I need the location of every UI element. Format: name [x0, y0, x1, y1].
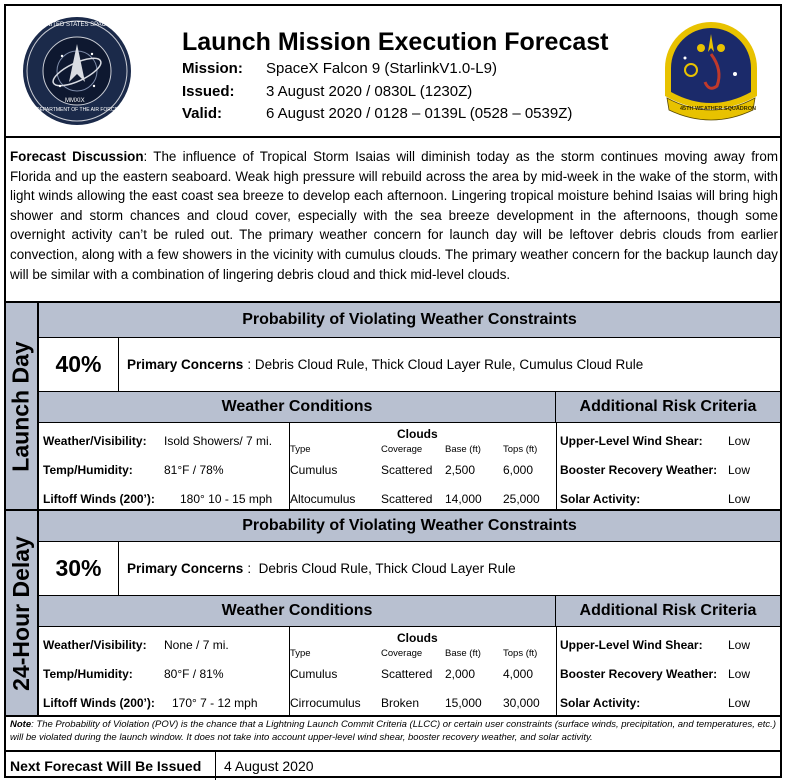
col-base: Base (ft) [445, 648, 481, 659]
wind-shear-label: Upper-Level Wind Shear: [560, 434, 703, 448]
weather-conditions-header: Weather Conditions [39, 596, 556, 627]
issued-value: 3 August 2020 / 0830L (1230Z) [266, 83, 473, 100]
cloud-type: Cumulus [290, 463, 338, 477]
weather-visibility-label: Weather/Visibility: [43, 638, 147, 652]
seal-left-text-bottom: DEPARTMENT OF THE AIR FORCE [36, 107, 118, 113]
next-forecast-date: 4 August 2020 [224, 758, 314, 774]
col-base: Base (ft) [445, 444, 481, 455]
col-coverage: Coverage [381, 444, 423, 455]
primary-concerns-label: Primary Concerns [127, 357, 244, 372]
cloud-coverage: Scattered [381, 667, 433, 681]
booster-recovery-label: Booster Recovery Weather: [560, 667, 718, 681]
cloud-coverage: Scattered [381, 463, 433, 477]
weather-visibility-value: Isold Showers/ 7 mi. [164, 434, 273, 448]
liftoff-winds-value: 180° 10 - 15 mph [180, 492, 273, 506]
col-tops: Tops (ft) [503, 444, 538, 455]
col-coverage: Coverage [381, 648, 423, 659]
pov-note [10, 718, 780, 744]
cloud-coverage: Scattered [381, 492, 433, 506]
cloud-base: 2,500 [445, 463, 476, 477]
divider [556, 423, 557, 509]
solar-activity-value: Low [728, 696, 751, 710]
issued-row [182, 83, 472, 100]
primary-concerns-label: Primary Concerns [127, 561, 244, 576]
seal-left-text-top: UNITED STATES SPACE FORCE [42, 22, 133, 28]
squadron-banner-text: 45TH WEATHER SQUADRON [680, 106, 756, 112]
cloud-tops: 4,000 [503, 667, 534, 681]
cloud-base: 2,000 [445, 667, 476, 681]
solar-activity-label: Solar Activity: [560, 492, 641, 506]
next-forecast-label: Next Forecast Will Be Issued [10, 758, 202, 774]
pov-percent: 30% [39, 542, 119, 595]
temp-humidity-value: 80°F / 81% [164, 667, 224, 681]
cloud-type: Cirrocumulus [290, 696, 361, 710]
temp-humidity-label: Temp/Humidity: [43, 463, 133, 477]
divider [6, 715, 780, 717]
divider [215, 752, 216, 780]
cloud-tops: 30,000 [503, 696, 540, 710]
next-forecast-row [6, 750, 780, 778]
delay-section [6, 511, 780, 715]
liftoff-winds-value: 170° 7 - 12 mph [172, 696, 258, 710]
wind-shear-value: Low [728, 434, 751, 448]
weather-conditions-header: Weather Conditions [39, 392, 556, 423]
solar-activity-label: Solar Activity: [560, 696, 641, 710]
launch-day-side-label: Launch Day [6, 303, 39, 509]
cloud-coverage: Broken [381, 696, 420, 710]
forecast-document [4, 4, 782, 778]
mission-value: SpaceX Falcon 9 (StarlinkV1.0-L9) [266, 60, 497, 77]
weather-visibility-value: None / 7 mi. [164, 638, 229, 652]
cloud-type: Altocumulus [290, 492, 356, 506]
liftoff-winds-label: Liftoff Winds (200’): [43, 696, 155, 710]
weather-squadron-patch-icon [661, 18, 761, 130]
clouds-header: Clouds [397, 631, 438, 645]
clouds-header: Clouds [397, 427, 438, 441]
col-type: Type [290, 648, 311, 659]
launch-day-section [6, 303, 780, 509]
additional-risk-header: Additional Risk Criteria [556, 392, 780, 423]
primary-concerns [127, 542, 516, 595]
forecast-discussion [10, 147, 778, 284]
primary-concerns-value: : Debris Cloud Rule, Thick Cloud Layer Rule, Cumulus Cloud Rule [247, 357, 644, 372]
pov-header: Probability of Violating Weather Constraints [39, 303, 780, 338]
col-type: Type [290, 444, 311, 455]
seal-left-year: MMXIX [65, 98, 85, 104]
forecast-header [6, 6, 780, 138]
valid-value: 6 August 2020 / 0128 – 0139L (0528 – 0539Z) [266, 105, 573, 122]
wind-shear-value: Low [728, 638, 751, 652]
valid-row [182, 105, 572, 122]
pov-header: Probability of Violating Weather Constraints [39, 511, 780, 542]
mission-row [182, 60, 497, 77]
additional-risk-header: Additional Risk Criteria [556, 596, 780, 627]
cloud-base: 15,000 [445, 696, 482, 710]
discussion-label: Forecast Discussion [10, 149, 144, 164]
pov-row [39, 338, 780, 392]
cloud-tops: 6,000 [503, 463, 534, 477]
weather-visibility-label: Weather/Visibility: [43, 434, 147, 448]
divider [556, 627, 557, 715]
page-title: Launch Mission Execution Forecast [182, 28, 609, 56]
temp-humidity-label: Temp/Humidity: [43, 667, 133, 681]
cloud-tops: 25,000 [503, 492, 540, 506]
note-text: : The Probability of Violation (POV) is the chance that a Lightning Launch Commit Criteria (LLCC) or certain user constraints (surface winds, precipitation, and temperatures, etc.) will be violated during the launch window. It does not take into account upper-level wind shear, booster recovery weather, and solar activity. [10, 719, 776, 743]
pov-percent: 40% [39, 338, 119, 391]
booster-recovery-value: Low [728, 667, 751, 681]
delay-side-label: 24-Hour Delay [6, 511, 39, 715]
note-label: Note [10, 719, 32, 730]
cloud-base: 14,000 [445, 492, 482, 506]
booster-recovery-value: Low [728, 463, 751, 477]
booster-recovery-label: Booster Recovery Weather: [560, 463, 718, 477]
wind-shear-label: Upper-Level Wind Shear: [560, 638, 703, 652]
cloud-type: Cumulus [290, 667, 338, 681]
solar-activity-value: Low [728, 492, 751, 506]
mission-label: Mission: [182, 60, 243, 77]
primary-concerns-value: : Debris Cloud Rule, Thick Cloud Layer Rule [247, 561, 516, 576]
primary-concerns [127, 338, 643, 391]
valid-label: Valid: [182, 105, 223, 122]
pov-row [39, 542, 780, 596]
temp-humidity-value: 81°F / 78% [164, 463, 224, 477]
col-tops: Tops (ft) [503, 648, 538, 659]
issued-label: Issued: [182, 83, 235, 100]
discussion-text: : The influence of Tropical Storm Isaias will diminish today as the storm continues moving away from Florida and up the eastern seaboard. Weak high pressure will rebuild across the area by mid-week in the wake of the storm, with light winds allowing the east coast sea breeze to develop each afternoon. Lingering tropical moisture behind Isaias will bring high shower and storm chances and cloud cover, especially with the sea breeze development in the afternoons, though some overnight activity can’t be ruled out. The primary weather concern for launch day will be leftover debris clouds from earlier convection, along with a few showers in the vicinity with cumulus clouds. The primary weather concern for the backup launch day will be similar with a combination of lingering debris cloud and thick mid-level clouds. [10, 149, 778, 282]
liftoff-winds-label: Liftoff Winds (200’): [43, 492, 155, 506]
